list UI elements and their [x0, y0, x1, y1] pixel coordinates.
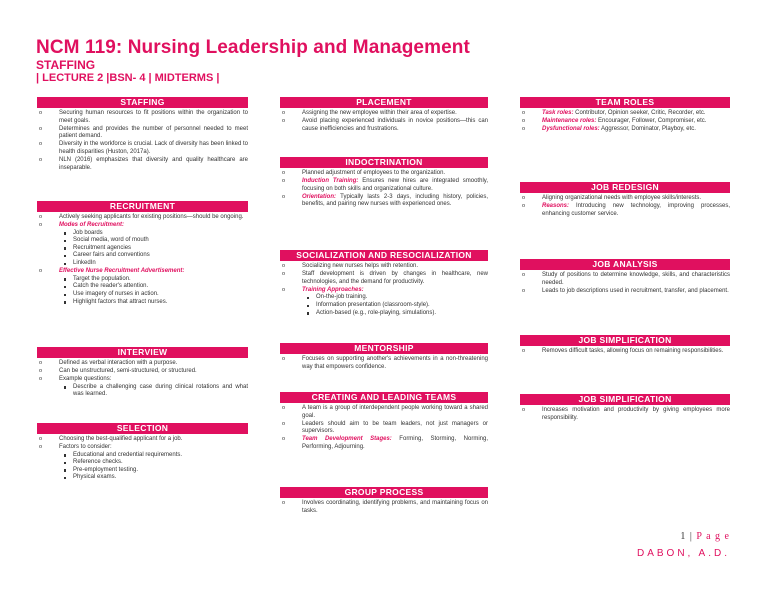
sub-item: Job boards [59, 230, 248, 238]
section-staffing [37, 97, 248, 173]
sub-item: Pre-employment testing. [59, 467, 248, 475]
bullet-list [37, 214, 248, 306]
reasons-text: Introducing new technology, improving processes, enhancing customer service. [542, 203, 730, 217]
dysfunctional-roles-label: Dysfunctional roles: [542, 126, 600, 133]
list-item: o Choosing the best-qualified applicant for a job. [37, 436, 248, 444]
list-item: o Socializing new nurses helps with retention. [280, 263, 488, 271]
section-job-analysis [520, 259, 730, 296]
section-creating-teams [280, 392, 488, 452]
list-item: o Increases motivation and productivity by giving employees more responsibility. [520, 407, 730, 422]
stages-label: Team Development Stages: [302, 436, 392, 443]
maintenance-roles-label: Maintenance roles: [542, 118, 597, 125]
list-item: o Diversity in the workforce is crucial. Lack of diversity has been linked to health disparities (Huston, 2017a). [37, 141, 248, 156]
list-item: o Staff development is driven by changes in healthcare, new technologies, and the demand for productivity. [280, 271, 488, 286]
section-heading: SOCIALIZATION AND RESOCIALIZATION [280, 250, 488, 261]
list-item [520, 118, 730, 126]
list-item: o Planned adjustment of employees to the organization. [280, 170, 488, 178]
effective-label: Effective Nurse Recruitment Advertisement: [59, 268, 185, 275]
section-heading: RECRUITMENT [37, 201, 248, 212]
author-name: DABON, A.D. [636, 548, 730, 559]
bullet-list [37, 360, 248, 399]
list-item [280, 178, 488, 193]
list-item: o Determines and provides the number of personnel needed to meet patient demand. [37, 126, 248, 141]
bullet-list [520, 195, 730, 218]
maintenance-roles-text: Encourager, Follower, Compromiser, etc. [596, 118, 707, 125]
list-item [280, 194, 488, 209]
orientation-text: Typically lasts 2-3 days, including history, policies, benefits, and pairing new nurses with experienced ones. [302, 193, 488, 208]
section-mentorship [280, 343, 488, 372]
section-heading: JOB REDESIGN [520, 182, 730, 193]
sub-item: On-the-job training. [302, 294, 488, 302]
document-subtitle: STAFFING [36, 58, 96, 72]
page-num-value: 1 [680, 531, 687, 542]
induction-label: Induction Training: [302, 178, 359, 185]
list-item: o Removes difficult tasks, allowing focus on remaining responsibilities. [520, 348, 730, 356]
section-heading: INDOCTRINATION [280, 157, 488, 168]
list-item: o A team is a group of interdependent people working toward a shared goal. [280, 405, 488, 420]
page-word: P a g e [696, 531, 730, 542]
section-heading: SELECTION [37, 423, 248, 434]
list-item: o Study of positions to determine knowledge, skills, and characteristics needed. [520, 272, 730, 287]
document-title: NCM 119: Nursing Leadership and Management [36, 37, 470, 58]
list-item: o Leaders should aim to be team leaders, not just managers or supervisors. [280, 421, 488, 436]
sub-item: Catch the reader's attention. [59, 283, 248, 291]
factors-label: Factors to consider: [59, 444, 112, 451]
bullet-list [280, 170, 488, 209]
section-heading: CREATING AND LEADING TEAMS [280, 392, 488, 403]
sub-list [59, 452, 248, 482]
section-heading: JOB SIMPLIFICATION [520, 394, 730, 405]
induction-text: Ensures new hires are integrated smoothly, focusing on both skills and organizational culture. [302, 178, 488, 192]
section-socialization [280, 250, 488, 318]
task-roles-label: Task roles: [542, 110, 574, 116]
section-team-roles [520, 97, 730, 134]
bullet-list [520, 407, 730, 422]
sub-item: Target the population. [59, 276, 248, 284]
bullet-list [37, 436, 248, 482]
list-item: o Can be unstructured, semi-structured, or structured. [37, 368, 248, 376]
stages-text: Forming, Storming, Norming, Performing, Adjourning. [302, 436, 488, 450]
sub-item: Physical exams. [59, 474, 248, 482]
sub-list [59, 276, 248, 306]
list-item: o Assigning the new employee within their area of expertise. [280, 110, 488, 118]
list-item: o Avoid placing experienced individuals in novice positions—this can cause inefficiencies and frustrations. [280, 118, 488, 133]
sub-list [302, 294, 488, 317]
section-heading: JOB ANALYSIS [520, 259, 730, 270]
section-heading: MENTORSHIP [280, 343, 488, 354]
list-item [520, 110, 730, 118]
sub-item: LinkedIn [59, 260, 248, 268]
sub-item: Recruitment agencies [59, 245, 248, 253]
bullet-list [520, 272, 730, 295]
list-item [280, 436, 488, 451]
section-selection [37, 423, 248, 483]
bullet-list [520, 348, 730, 356]
bullet-list [280, 500, 488, 515]
section-interview [37, 347, 248, 399]
sub-item: Information presentation (classroom-style). [302, 302, 488, 310]
sub-item: Use imagery of nurses in action. [59, 291, 248, 299]
page-number [680, 531, 730, 542]
list-item: o Actively seeking applicants for existing positions—should be ongoing. [37, 214, 248, 222]
bullet-list [280, 110, 488, 133]
sub-item: Describe a challenging case during clinical rotations and what was learned. [59, 384, 248, 399]
section-group-process [280, 487, 488, 516]
dysfunctional-roles-text: Aggressor, Dominator, Playboy, etc. [599, 126, 696, 133]
sub-list [59, 230, 248, 268]
section-heading: TEAM ROLES [520, 97, 730, 108]
list-item: o Securing human resources to fit positions within the organization to meet goals. [37, 110, 248, 125]
list-item: o Involves coordinating, identifying problems, and maintaining focus on tasks. [280, 500, 488, 515]
list-item [280, 287, 488, 317]
section-heading: JOB SIMPLIFICATION [520, 335, 730, 346]
section-heading: INTERVIEW [37, 347, 248, 358]
sub-item: Action-based (e.g., role-playing, simulations). [302, 310, 488, 318]
sub-item: Reference checks. [59, 459, 248, 467]
sub-list [59, 384, 248, 399]
reasons-label: Reasons: [542, 203, 570, 210]
bullet-list [280, 263, 488, 317]
list-item: o Aligning organizational needs with employee skills/interests. [520, 195, 730, 203]
section-indoctrination [280, 157, 488, 209]
list-item [37, 268, 248, 306]
sub-item: Social media, word of mouth [59, 237, 248, 245]
list-item [37, 376, 248, 399]
example-label: Example questions: [59, 376, 112, 383]
list-item [37, 444, 248, 482]
modes-label: Modes of Recruitment: [59, 222, 125, 229]
section-job-redesign [520, 182, 730, 219]
section-heading: PLACEMENT [280, 97, 488, 108]
list-item: o Focuses on supporting another's achievements in a non-threatening way that empowers confidence. [280, 356, 488, 371]
list-item: o NLN (2016) emphasizes that diversity and quality healthcare are inseparable. [37, 157, 248, 172]
list-item: o Leads to job descriptions used in recruitment, transfer, and placement. [520, 288, 730, 296]
lecture-info: | LECTURE 2 |BSN- 4 | MIDTERMS | [36, 72, 220, 84]
bullet-list [520, 110, 730, 134]
sub-item: Educational and credential requirements. [59, 452, 248, 460]
list-item [520, 126, 730, 134]
list-item: o Defined as verbal interaction with a purpose. [37, 360, 248, 368]
bullet-list [37, 110, 248, 172]
orientation-label: Orientation: [302, 193, 336, 200]
section-heading: STAFFING [37, 97, 248, 108]
sub-item: Career fairs and conventions [59, 252, 248, 260]
task-roles-text: Contributor, Opinion seeker, Critic, Recorder, etc. [573, 110, 706, 116]
section-heading: GROUP PROCESS [280, 487, 488, 498]
bullet-list [280, 405, 488, 452]
section-job-simplification-2 [520, 394, 730, 423]
training-label: Training Approaches: [302, 286, 364, 293]
sub-item: Highlight factors that attract nurses. [59, 299, 248, 307]
section-placement [280, 97, 488, 134]
section-recruitment [37, 201, 248, 307]
section-job-simplification [520, 335, 730, 356]
list-item [37, 222, 248, 268]
list-item [520, 203, 730, 218]
page-separator: | [686, 531, 697, 542]
bullet-list [280, 356, 488, 371]
